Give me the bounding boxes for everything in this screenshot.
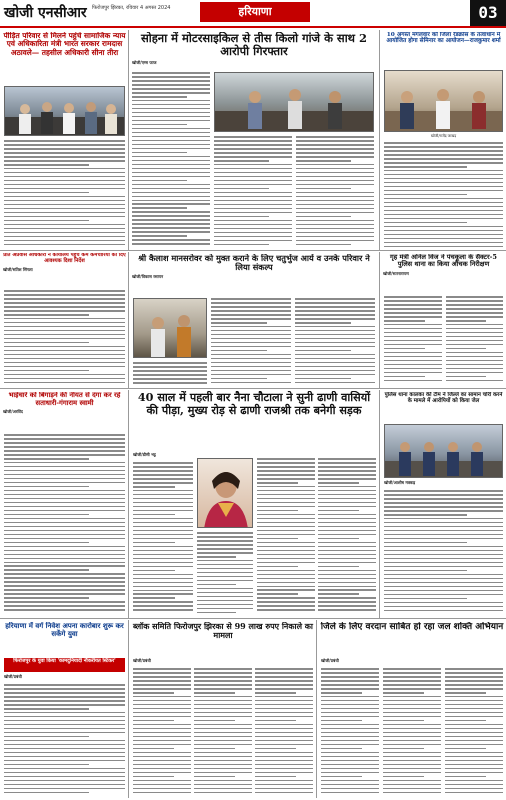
article-text bbox=[211, 298, 291, 386]
column-rule bbox=[316, 620, 317, 798]
byline: खोजी/डीसी भट्ट bbox=[133, 452, 156, 457]
news-photo bbox=[384, 424, 503, 478]
byline: खोजी/प्रबंधी bbox=[321, 658, 339, 663]
section-rule bbox=[0, 618, 506, 619]
story-immigration-office bbox=[3, 253, 126, 283]
article-text bbox=[446, 296, 503, 386]
article-text bbox=[296, 136, 374, 248]
headline: भाईचारे को बिगाड़ने की नीयत से दंगा कर रहे सताधारी-गंगाराम स्वामी bbox=[8, 392, 121, 407]
page-number: 03 bbox=[470, 0, 506, 26]
headline: 40 साल में पहली बार नैना चौटाला ने सुनी ढाणी वासियों की पीड़ा, मुख्य रोड़ से ढाणी राजश्री तक बनेगी सड़क bbox=[137, 391, 371, 417]
byline-box bbox=[133, 658, 313, 665]
headline: पीड़ित परिवार से मिलने पहुंचे सामाजिक न्याय एवं अधिकारिता मंत्री भारत सरकार रामदास अठावले— तहसील अधिकारी सीना तीरा bbox=[3, 32, 126, 57]
dateline: फिरोजपुर झिरका, रविवार 4 अगस्त 2024 bbox=[92, 5, 171, 11]
news-photo bbox=[384, 70, 503, 132]
headline: ब्लॉक समिति फिरोजपुर झिरका से 99 लाख रुपए निकाले का मामला bbox=[132, 622, 314, 640]
article-text bbox=[384, 490, 503, 616]
article-text bbox=[133, 668, 191, 796]
story-mansarovar-pledge bbox=[132, 254, 376, 294]
column-rule bbox=[379, 390, 380, 618]
article-text bbox=[214, 136, 292, 248]
headline: पुलिस थाना कालका की टीम ने जिल्ले का सामान चोरी करने के मामले में आरोपियों को किया जेल bbox=[384, 392, 503, 405]
column-rule bbox=[379, 252, 380, 388]
article-text bbox=[321, 668, 379, 796]
story-jal-shakti bbox=[320, 622, 504, 656]
byline-box bbox=[384, 480, 503, 487]
article-text bbox=[4, 434, 125, 616]
byline: खोजी/अरविंद bbox=[3, 409, 23, 415]
byline: खोजी/सतिश सिंगला bbox=[3, 266, 33, 272]
story-naina-chautala bbox=[132, 391, 376, 449]
headline: प्रति अप्रवास अधिकारी ने कार्यालय पहुंच कर्म कर्मचारियों को दिए आवश्यक दिशा निर्देश bbox=[3, 253, 126, 264]
article-text bbox=[132, 72, 210, 248]
column-rule bbox=[128, 30, 129, 250]
byline: खोजी/सतनारायण bbox=[383, 270, 409, 276]
news-photo bbox=[4, 86, 125, 136]
byline-box bbox=[4, 674, 125, 681]
article-text bbox=[194, 668, 252, 796]
column-rule bbox=[128, 252, 129, 388]
article-text bbox=[257, 458, 315, 616]
story-gangaram-swami bbox=[3, 392, 126, 426]
byline: खोजी/प्रबंधी bbox=[133, 658, 151, 663]
article-text bbox=[384, 142, 503, 248]
article-text bbox=[133, 362, 207, 386]
masthead bbox=[0, 0, 506, 28]
byline: खोजी/आशीष मक्कड़ bbox=[384, 480, 416, 485]
story-kalka-theft bbox=[383, 392, 504, 422]
newspaper-name: खोजी एनसीआर bbox=[4, 5, 87, 21]
byline: खोजी/एम्स फाज bbox=[132, 59, 157, 65]
subhead-banner: फिरोजपुर के युवा किया 'कामदुनियादी नौकरीयत स्टिकर' bbox=[4, 658, 125, 672]
story-block-samiti-funds bbox=[132, 622, 314, 656]
headline: जिले के लिए वरदान साबित हो रहा जल शक्ति अभियान bbox=[320, 622, 504, 632]
headline: गृह मंत्री अनिल विज ने पंचकूला के सैक्टर-5 पुलिस थाना का किया औचक निरीक्षण bbox=[389, 254, 497, 269]
byline-box bbox=[321, 658, 501, 665]
article-text bbox=[4, 290, 125, 386]
section-banner: हरियाणा bbox=[200, 2, 310, 22]
column-rule bbox=[379, 30, 380, 250]
article-text bbox=[4, 684, 125, 796]
headline: 10 अगस्त मंगलवार को जिला रेडक्रॉस के तत्वाधान में आयोजित होगा सेमिनार का आयोजन—राजकुमार शर्मा bbox=[386, 32, 501, 45]
article-text bbox=[133, 462, 193, 616]
headline: सोहना में मोटरसाइकिल से तीस किलो गांजे के साथ 2 आरोपी गिरफ्तार bbox=[140, 32, 368, 58]
story-redcross-seminar bbox=[383, 32, 504, 72]
article-text bbox=[384, 296, 442, 386]
byline: खोजी/विकास रसायन bbox=[132, 274, 164, 280]
section-rule bbox=[0, 250, 506, 251]
byline: खोजी/प्रबंधी bbox=[4, 674, 22, 679]
article-text bbox=[255, 668, 313, 796]
section-rule bbox=[0, 388, 506, 389]
news-photo bbox=[133, 298, 207, 358]
portrait-photo bbox=[197, 458, 253, 528]
article-text bbox=[197, 532, 253, 616]
news-photo bbox=[214, 72, 374, 132]
headline: हरियाणा में वर्ग निवेश अपना कारोबार शुरू कर सकेंगे युवा bbox=[5, 622, 124, 638]
article-text bbox=[295, 298, 375, 386]
story-police-inspection bbox=[383, 254, 504, 288]
article-text bbox=[4, 140, 125, 248]
article-text bbox=[383, 668, 441, 796]
column-rule bbox=[128, 390, 129, 618]
article-text bbox=[445, 668, 503, 796]
article-text bbox=[318, 458, 376, 616]
column-rule bbox=[128, 620, 129, 798]
photo-caption: खोजी/राजेंद्र जाखड़ bbox=[430, 134, 457, 138]
headline: श्री कैलाश मानसरोवर को मुक्त कराने के लिए चतुर्भुज आर्य व उनके परिवार ने लिया संकल्प bbox=[138, 254, 370, 273]
